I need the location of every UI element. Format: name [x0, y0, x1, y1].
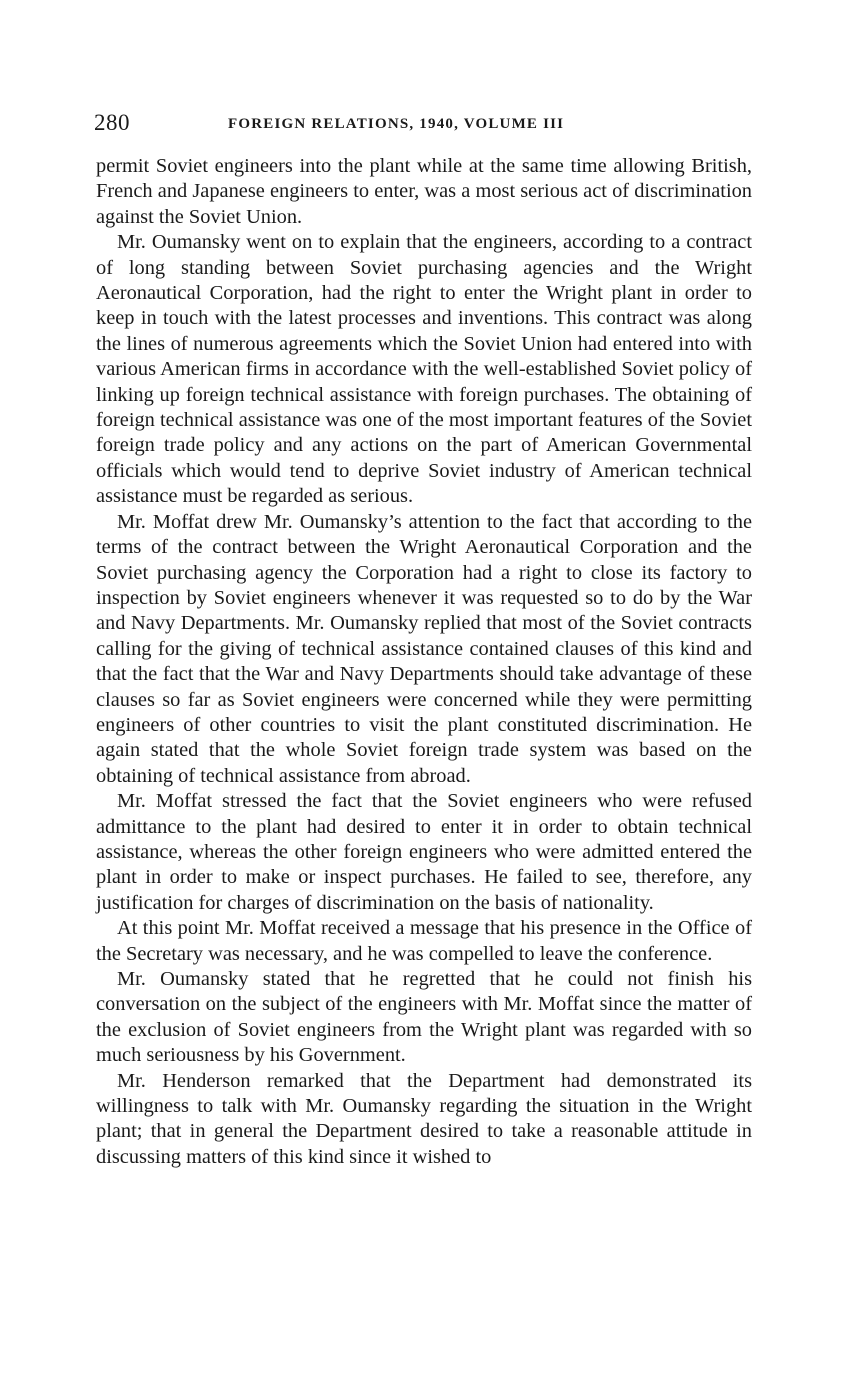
paragraph-continuation: permit Soviet engineers into the plant while at the same time allowing British, French and Japanese engineers to enter, was a most serious act of discrimination against the Soviet Union.: [96, 155, 752, 228]
page-header: [94, 110, 754, 140]
paragraph: Mr. Moffat stressed the fact that the Soviet engineers who were refused admittance to the plant had desired to enter it in order to obtain technical assistance, whereas the other foreign engineers who were admitted entered the plant in order to make or inspect purchases. He failed to see, therefore, any justification for charges of discrimination on the basis of nationality.: [96, 790, 752, 914]
paragraph: Mr. Henderson remarked that the Department had demonstrated its willingness to talk with Mr. Oumansky regarding the situation in the Wright plant; that in general the Department desired to take a reasonable attitude in discussing matters of this kind since it wished to: [96, 1069, 752, 1168]
body-text: [96, 154, 752, 1170]
paragraph: Mr. Oumansky went on to explain that the engineers, according to a contract of long standing between Soviet purchasing agencies and the Wright Aeronautical Corporation, had the right to enter the Wright plant in order to keep in touch with the latest processes and inventions. This contract was along the lines of numerous agreements which the Soviet Union had entered into with various American firms in accordance with the well-established Soviet policy of linking up foreign technical assistance with foreign purchases. The obtaining of foreign technical assistance was one of the most important features of the Soviet foreign trade policy and any actions on the part of American Governmental officials which would tend to deprive Soviet industry of American technical assistance must be regarded as serious.: [96, 231, 752, 508]
paragraph: At this point Mr. Moffat received a message that his presence in the Office of the Secretary was necessary, and he was compelled to leave the conference.: [96, 917, 752, 965]
paragraph: Mr. Moffat drew Mr. Oumansky’s attention to the fact that according to the terms of the contract between the Wright Aeronautical Corporation and the Soviet purchasing agency the Corporation had a right to close its factory to inspection by Soviet engineers whenever it was requested so to do by the War and Navy Departments. Mr. Oumansky replied that most of the Soviet contracts calling for the giving of technical assistance contained clauses of this kind and that the fact that the War and Navy Departments should take advantage of these clauses so far as Soviet engineers were concerned while they were permitting engineers of other countries to visit the plant constituted discrimination. He again stated that the whole Soviet foreign trade system was based on the obtaining of technical assistance from abroad.: [96, 510, 752, 787]
running-head: FOREIGN RELATIONS, 1940, VOLUME III: [228, 116, 565, 132]
paragraph: Mr. Oumansky stated that he regretted that he could not finish his conversation on the subject of the engineers with Mr. Moffat since the matter of the exclusion of Soviet engineers from the Wright plant was regarded with so much seriousness by his Government.: [96, 968, 752, 1067]
page-number: 280: [94, 110, 130, 135]
